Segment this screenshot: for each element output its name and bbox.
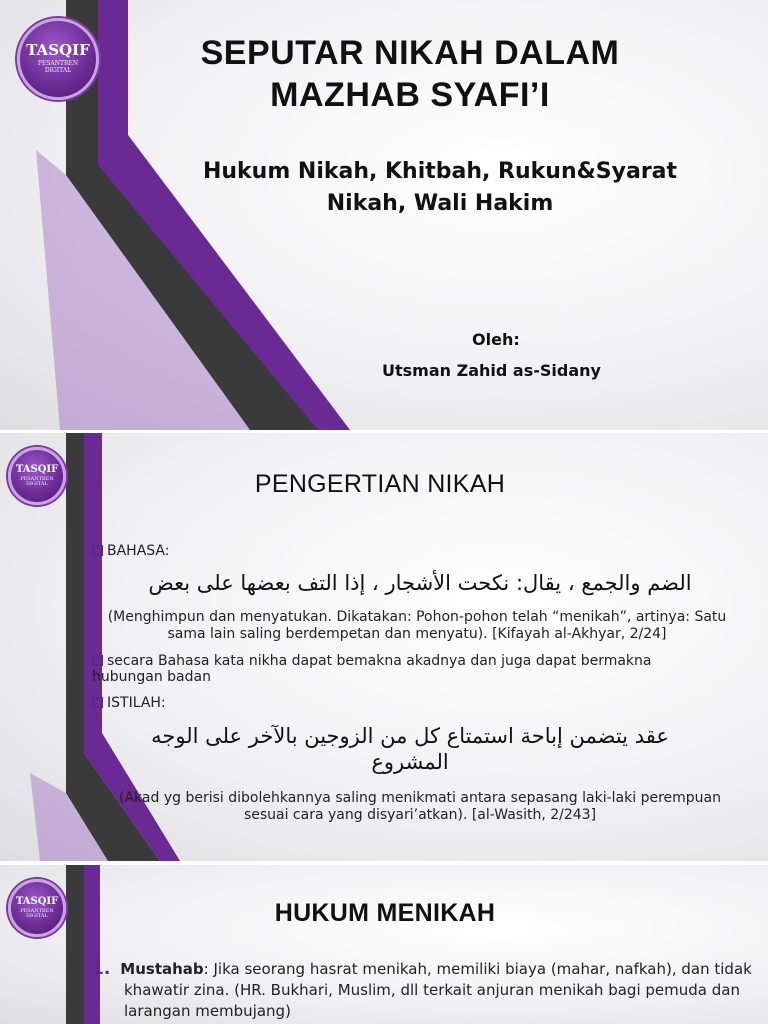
slide-heading: PENGERTIAN NIKAH	[254, 470, 506, 498]
slide-title	[0, 0, 768, 430]
slide-hukum	[0, 865, 768, 1024]
slide-pengertian	[0, 433, 768, 861]
list-item: 1. Mustahab: Jika seorang hasrat menikah, memiliki biaya (mahar, nafkah), dan tidak khawatir zina. (HR. Bukhari, Muslim, dll terkait anjuran menikah bagi pemuda dan larangan membujang)	[92, 959, 752, 1020]
author-label: Oleh:	[472, 330, 520, 349]
checkbox-bullet-icon	[92, 545, 103, 556]
tasqif-logo: TASQIF PESANTREN DIGITAL	[8, 447, 66, 505]
tasqif-logo: TASQIF PESANTREN DIGITAL	[17, 18, 99, 100]
gray-stripe	[66, 865, 84, 1024]
checkbox-bullet-icon	[92, 655, 103, 666]
translation-bahasa: (Menghimpun dan menyatukan. Dikatakan: Pohon-pohon telah “menikah”, artinya: Satu sama lain saling berdempetan dan menyatu). [Kifayah al-Akhyar, 2/24]	[107, 609, 727, 642]
page-title: SEPUTAR NIKAH DALAM MAZHAB SYAFI’I	[200, 34, 620, 114]
arabic-definition-istilah: عقد يتضمن إباحة استمتاع كل من الزوجين بالآخر على الوجه المشروع	[151, 724, 669, 774]
tasqif-logo: TASQIF PESANTREN DIGITAL	[8, 879, 66, 937]
bullet-bahasa-meaning: secara Bahasa kata nikha dapat bemakna akadnya dan juga dapat bermakna hubungan badan	[92, 653, 652, 685]
slide-heading: HUKUM MENIKAH	[274, 899, 496, 927]
checkbox-bullet-icon	[92, 697, 103, 708]
bullet-bahasa: BAHASA:	[92, 543, 169, 559]
arabic-definition-bahasa: الضم والجمع ، يقال: نكحت الأشجار ، إذا التف بعضها على بعض	[148, 571, 692, 595]
author-name: Utsman Zahid as-Sidany	[382, 361, 601, 380]
translation-istilah: (Akad yg berisi dibolehkannya saling menikmati antara sepasang laki-laki perempuan sesuai cara yang disyari’atkan). [al-Wasith, 2/243]	[119, 790, 721, 823]
bullet-istilah: ISTILAH:	[92, 695, 166, 711]
subtitle: Hukum Nikah, Khitbah, Rukun&Syarat Nikah, Wali Hakim	[202, 159, 678, 216]
